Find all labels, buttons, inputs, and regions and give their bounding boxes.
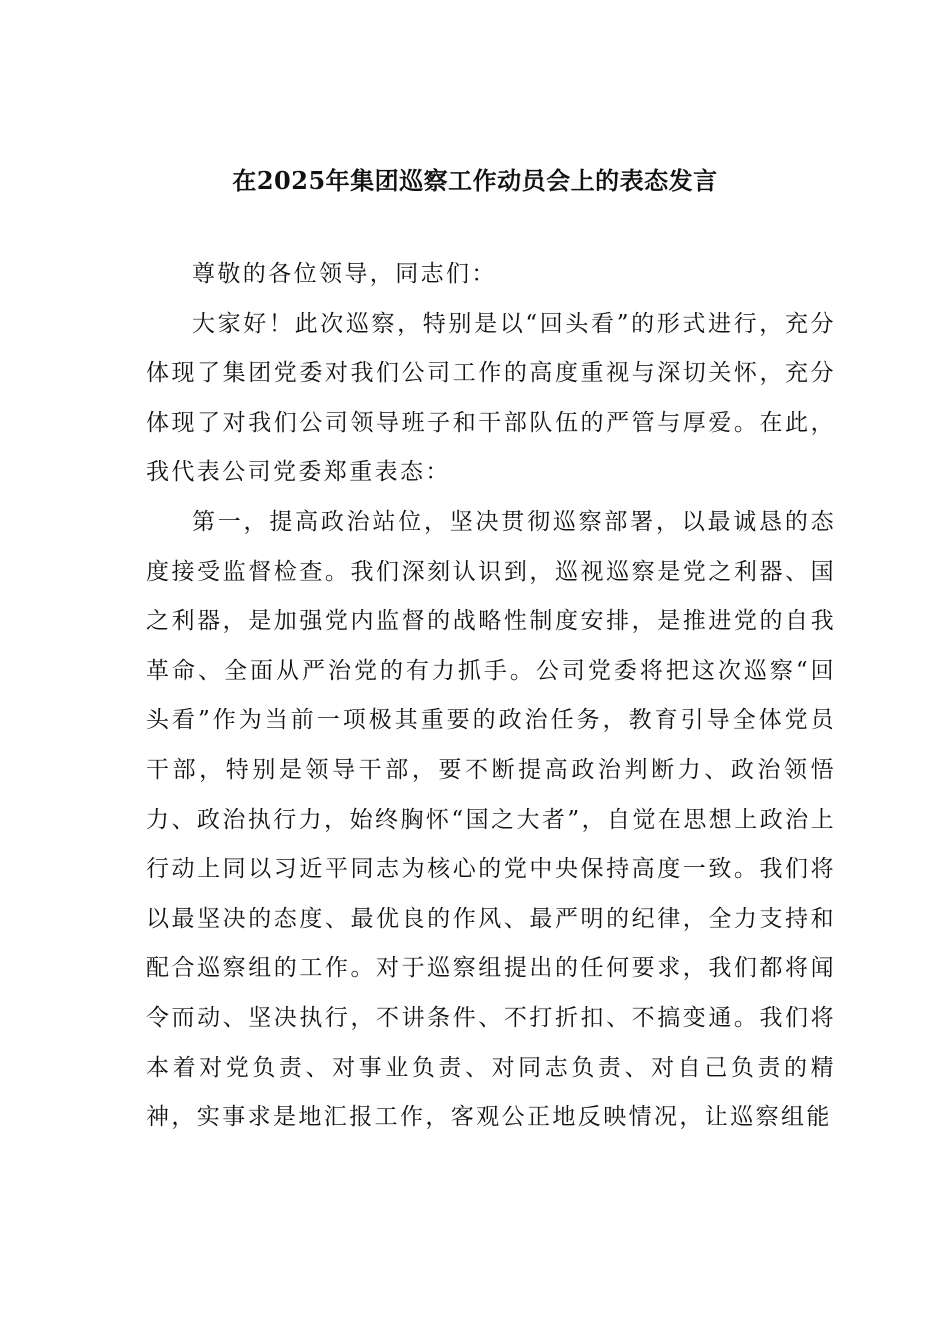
- point-one-paragraph: 第一，提高政治站位，坚决贯彻巡察部署，以最诚恳的态度接受监督检查。我们深刻认识到，巡视巡察是党之利器、国之利器，是加强党内监督的战略性制度安排，是推进党的自我革命、全面从严治党的有力抓手。公司党委将把这次巡察“回头看”作为当前一项极其重要的政治任务，教育引导全体党员干部，特别是领导干部，要不断提高政治判断力、政治领悟力、政治执行力，始终胸怀“国之大者”，自觉在思想上政治上行动上同以习近平同志为核心的党中央保持高度一致。我们将以最坚决的态度、最优良的作风、最严明的纪律，全力支持和配合巡察组的工作。对于巡察组提出的任何要求，我们都将闻令而动、坚决执行，不讲条件、不打折扣、不搞变通。我们将本着对党负责、对事业负责、对同志负责、对自己负责的精神，实事求是地汇报工作，客观公正地反映情况，让巡察组能: [146, 508, 836, 1131]
- document-body: [146, 250, 836, 1143]
- salutation-paragraph: 尊敬的各位领导，同志们：: [192, 261, 497, 287]
- document-title: 在2025年集团巡察工作动员会上的表态发言: [232, 166, 718, 195]
- opening-paragraph: 大家好！此次巡察，特别是以“回头看”的形式进行，充分体现了集团党委对我们公司工作的高度重视与深切关怀，充分体现了对我们公司领导班子和干部队伍的严管与厚爱。在此，我代表公司党委郑重表态：: [146, 310, 836, 486]
